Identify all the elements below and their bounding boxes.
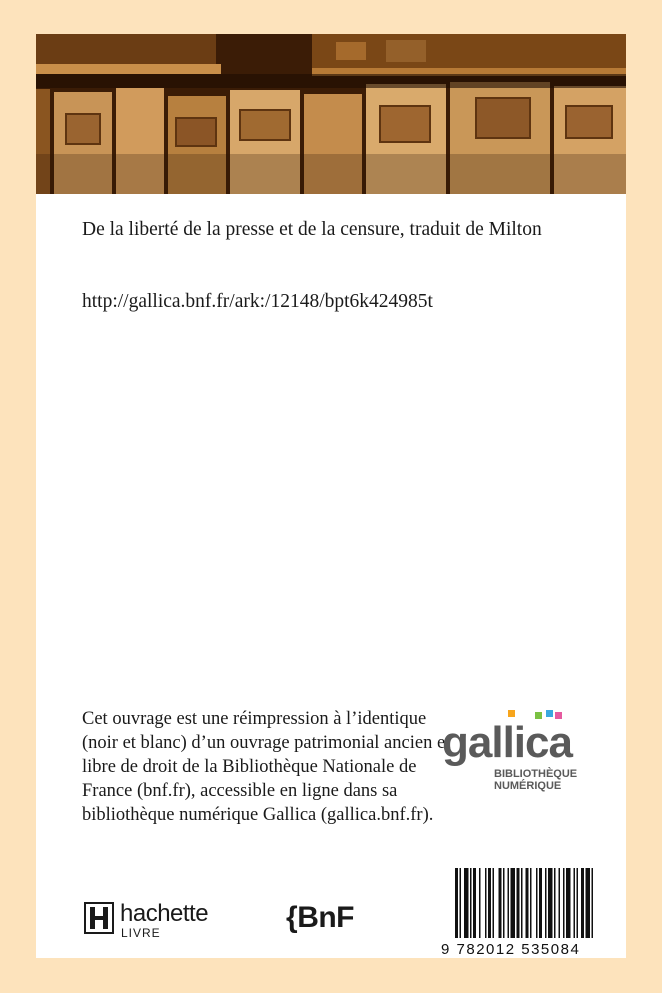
gallica-dot-orange xyxy=(508,710,515,717)
reprint-notice: Cet ouvrage est une réimpression à l’identique (noir et blanc) d’un ouvrage patrimonial ancien et libre de droit de la Bibliothèque Nationale de France (bnf.fr), accessible en ligne dans sa bibliothèque numérique Gallica (gallica.bnf.fr). xyxy=(82,709,451,825)
barcode-bar xyxy=(526,868,529,938)
gallica-url[interactable]: http://gallica.bnf.fr/ark:/12148/bpt6k424985t xyxy=(82,291,433,312)
barcode-bar xyxy=(586,868,591,938)
barcode-bar xyxy=(566,868,571,938)
barcode-bar xyxy=(530,868,532,938)
barcode-bar xyxy=(545,868,547,938)
barcode-bar xyxy=(503,868,505,938)
bookshelf-banner-image xyxy=(36,34,626,194)
isbn-barcode xyxy=(441,864,624,958)
barcode-bar xyxy=(592,868,594,938)
bnf-logo xyxy=(286,901,354,935)
barcode-bar xyxy=(470,868,472,938)
gallica-subtitle-line1: BIBLIOTHÈQUE xyxy=(494,768,578,780)
barcode-bar xyxy=(460,868,462,938)
barcode-bars xyxy=(441,864,624,942)
bookshelf-illustration xyxy=(36,34,626,194)
barcode-bar xyxy=(493,868,495,938)
gallica-dot-blue xyxy=(546,710,553,717)
hachette-livre-logo xyxy=(84,900,224,940)
barcode-bar xyxy=(511,868,516,938)
barcode-bar xyxy=(479,868,481,938)
barcode-bar xyxy=(517,868,520,938)
isbn-digits: 9 782012 535084 xyxy=(441,941,581,958)
hachette-name: hachette xyxy=(120,900,209,927)
bnf-bracket-icon: { xyxy=(286,901,298,934)
barcode-bar xyxy=(581,868,584,938)
barcode-bar xyxy=(485,868,487,938)
gallica-wordmark: gallica xyxy=(442,718,572,767)
barcode-bar xyxy=(577,868,579,938)
book-title: De la liberté de la presse et de la censure, traduit de Milton xyxy=(82,219,542,240)
bnf-name: BnF xyxy=(297,901,355,934)
barcode-bar xyxy=(574,868,576,938)
gallica-subtitle-line2: NUMÉRIQUE xyxy=(494,780,562,792)
barcode-bar xyxy=(536,868,538,938)
barcode-bar xyxy=(548,868,553,938)
hachette-sub: LIVRE xyxy=(121,926,161,940)
barcode-bar xyxy=(464,868,469,938)
barcode-bar xyxy=(521,868,523,938)
hachette-mark-icon xyxy=(84,902,114,934)
barcode-bar xyxy=(473,868,476,938)
barcode-bar xyxy=(559,868,561,938)
barcode-bar xyxy=(563,868,565,938)
barcode-bar xyxy=(554,868,556,938)
barcode-bar xyxy=(488,868,491,938)
barcode-bar xyxy=(455,868,458,938)
gallica-logo xyxy=(442,710,582,800)
gallica-subtitle xyxy=(494,768,577,792)
book-cover xyxy=(36,34,626,958)
barcode-bar xyxy=(499,868,502,938)
barcode-bar xyxy=(508,868,510,938)
barcode-bar xyxy=(539,868,542,938)
